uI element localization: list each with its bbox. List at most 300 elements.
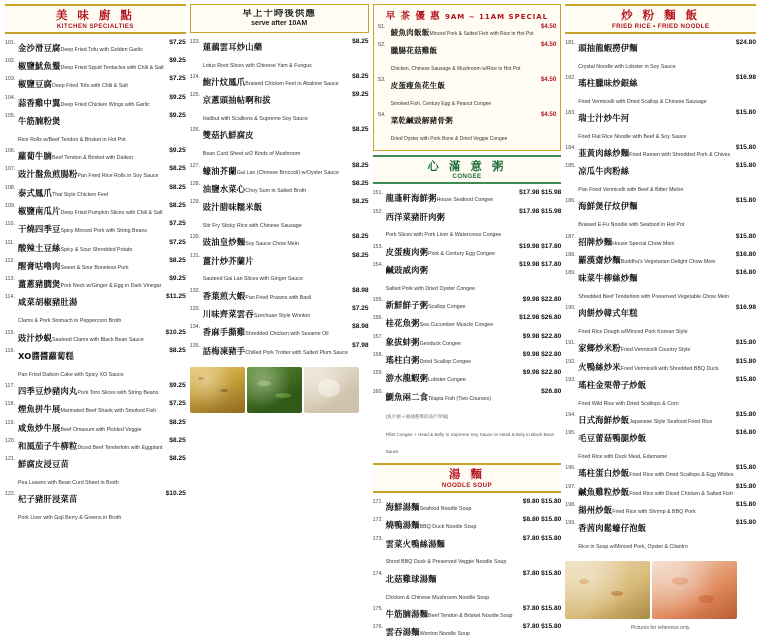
item-name-en: Pan Fried Rice Rolls in Soy Sauce [77, 173, 159, 180]
item-number: 103. [5, 76, 16, 83]
list-item [378, 23, 557, 40]
list-item [190, 162, 369, 179]
item-name-en: Spicy & Sour Shredded Potato [60, 246, 133, 253]
item-name-en: Fried Rice with Diced Chicken & Salted Fish [629, 490, 733, 497]
list-item [373, 516, 562, 533]
item-name-cn: 龍蓬軒海鮮粥 [385, 193, 437, 204]
item-number: 194. [565, 412, 576, 418]
section-title-cn: 心 滿 意 粥 [427, 159, 507, 173]
item-name-en: Pan Fried Daikon Cake with Spicy XO Sauce [18, 371, 124, 378]
list-item [190, 305, 369, 322]
item-price: $7.98 [352, 341, 369, 349]
item-price: $15.80 [735, 464, 756, 472]
item-name-cn: 揚州炒飯 [578, 504, 613, 515]
list-item [565, 483, 756, 500]
item-number: 130. [189, 234, 201, 241]
item-name-cn: 蓮藕雲耳炒山藥 [202, 41, 263, 52]
item-name-cn: 游水龍蝦粥 [385, 373, 429, 384]
item-number: 109. [5, 202, 16, 209]
item-name-en: Deep Fried Pumpkin Slices with Chili & Salt [60, 209, 163, 216]
list-item [565, 162, 756, 196]
item-price: $9.98 $22.80 [522, 351, 562, 359]
photo-strip-col2 [190, 367, 369, 413]
item-number: 154. [372, 262, 383, 269]
item-number: 111. [5, 239, 15, 246]
item-name-en: Diced Beef Tenderloin with Eggplant [77, 444, 163, 451]
list-item [373, 406, 562, 423]
list-item [190, 233, 369, 250]
list-item [373, 208, 562, 242]
item-name-en: Pork Toro Slices with String Beans [77, 389, 159, 396]
item-name-en: Pork & Century Egg Congee [428, 250, 495, 257]
promo-title-cn: 早 茶 優 惠 [385, 11, 441, 22]
item-name-cn: 肉餅炒韓式年糕 [578, 308, 638, 319]
list-item [378, 76, 557, 110]
list-item [190, 91, 369, 125]
item-price: $4.50 [540, 111, 557, 119]
item-price: $26.80 [541, 387, 562, 395]
item-price: $7.25 [169, 400, 186, 408]
item-name-en: Fried Rice with Duck Meat, Edamame [578, 454, 668, 461]
item-price: $7.80 $15.80 [522, 623, 562, 631]
fried-rice-noodle-list [565, 38, 756, 555]
item-name-cn: 牛筋腩湯麵 [385, 608, 429, 619]
section-header-kitchen-specialties [5, 4, 186, 34]
list-item [373, 623, 562, 640]
item-name-en: Shredded Chicken with Sesame Oil [245, 331, 329, 338]
item-number: 160. [372, 388, 383, 395]
item-name-en: Deep Fried Tofu with Golden Garlic [60, 46, 143, 53]
item-price: $8.25 [169, 436, 186, 444]
item-name-cn: 頭抽龍蝦撈伊麵 [578, 42, 638, 53]
item-name-en: Crystal Noodle with Lobster in Soy Sauce [578, 63, 676, 70]
item-name-en: Lobster Congee [428, 377, 466, 384]
item-name-cn: 瑤柱白粥 [385, 355, 420, 366]
photo-soup [304, 367, 359, 413]
list-item [5, 419, 186, 436]
item-name-en: Fried Flat Rice Noodle with Beef & Soy Sauce [578, 133, 687, 140]
item-name-en: Braised E-Fu Noodle with Seafood in Hot Pot [578, 222, 685, 229]
item-name-cn: 燒鴨湯麵 [385, 520, 420, 531]
promo-title [378, 8, 557, 22]
item-price: $11.25 [165, 293, 186, 301]
item-name-en: Minced Pork & Salted Fish with Rice in Hot Pot [429, 31, 534, 37]
item-number: 117. [5, 382, 15, 389]
list-item [190, 287, 369, 304]
after-10am-list [190, 37, 369, 360]
item-price: $8.25 [352, 126, 369, 134]
list-item [565, 109, 756, 143]
item-name-en: Fried Rice Dough w/Minced Pork Korean Style [578, 329, 688, 336]
list-item [373, 333, 562, 350]
item-price: $8.98 [352, 323, 369, 331]
item-price: $19.98 $17.80 [519, 242, 562, 250]
item-price: $4.50 [540, 76, 557, 84]
item-name-en: Dried Scallop Congee [419, 359, 472, 366]
item-number: 102. [5, 58, 16, 65]
item-name-en: Fried Ramen with Shredded Pork & Chives [629, 152, 731, 159]
item-name-en: Soy Sauce Chow Mein [245, 241, 299, 248]
item-name-cn: 韮黃肉絲炒麵 [578, 148, 630, 159]
list-item [373, 388, 562, 405]
item-number: 181. [565, 39, 576, 46]
item-price: $8.25 [169, 201, 186, 209]
item-name-en: Japanese Style Seafood Fried Rice [629, 419, 713, 425]
list-item [5, 39, 186, 56]
list-item [565, 74, 756, 108]
item-number: 106. [5, 148, 16, 155]
item-number: 182. [565, 74, 576, 81]
item-number: 135. [189, 342, 201, 349]
item-name-cn: 海鮮湯麵 [385, 502, 420, 513]
item-number: S2. [377, 42, 386, 49]
item-price: $15.80 [735, 197, 756, 205]
section-title-en: FRIED RICE • FRIED NOODLE [611, 22, 710, 30]
item-price: $8.80 $15.80 [522, 516, 562, 524]
item-price: $10.25 [165, 328, 186, 336]
item-name-cn: 羅漢齋炒麵 [578, 254, 621, 265]
list-item [190, 198, 369, 232]
item-price: $16.80 [735, 269, 756, 277]
item-price: $15.80 [735, 232, 756, 240]
list-item [378, 41, 557, 75]
item-price: $8.25 [169, 256, 186, 264]
item-price: $7.25 [169, 75, 186, 83]
item-number: 132. [189, 287, 201, 294]
item-name-en: Chicken & Chinese Mushroom Noodle Soup [385, 594, 490, 601]
section-title-en: CONGEE [452, 173, 482, 181]
item-name-cn: 皮蛋痩魚花生飯 [390, 81, 446, 91]
item-name-cn: 火鴨絲炒米 [578, 361, 621, 372]
kitchen-specialties-list [5, 38, 186, 526]
item-name-cn: 薑汁炒芥蘭片 [202, 255, 254, 266]
item-name-cn: 川味齊菜雲吞 [202, 308, 254, 319]
list-item [565, 339, 756, 356]
item-name-en: Fried Vermicelli Country Style [620, 347, 691, 354]
list-item [5, 239, 186, 256]
list-item [373, 296, 562, 313]
item-number: 134. [189, 324, 201, 331]
list-item [190, 126, 369, 160]
item-price: $15.80 [735, 375, 756, 383]
item-name-cn: 鯪魚肉飯飯 [390, 28, 430, 37]
item-name-en: Choy Sum in Salted Broth [245, 187, 307, 194]
item-name-en: Seafood Noodle Soup [419, 506, 472, 513]
item-number: 187. [565, 233, 576, 240]
item-number: 196. [565, 465, 576, 472]
item-name-cn: 蘿蔔牛腩 [18, 151, 52, 162]
photo-shrimp-dish [652, 561, 737, 619]
item-price: $15.80 [735, 519, 756, 527]
list-item [5, 400, 186, 417]
item-number: 126. [189, 127, 201, 134]
item-price: $7.25 [352, 304, 369, 312]
item-number: 113. [5, 276, 15, 283]
photo-greens [247, 367, 302, 413]
item-number: 183. [565, 109, 576, 116]
item-number: 195. [565, 430, 576, 437]
photo-strip-col4 [565, 561, 756, 619]
list-item [5, 275, 186, 292]
list-item [373, 314, 562, 331]
item-number: 185. [565, 163, 576, 170]
morning-special-list [378, 22, 557, 145]
item-number: 133. [189, 305, 201, 312]
serve-after-10am-banner [190, 4, 369, 33]
item-name-en: Pan Fried Prawns with Basil [245, 294, 312, 301]
item-name-en: Thai Style Chicken Feet [52, 191, 109, 198]
item-number [373, 424, 386, 426]
item-number: 127. [189, 162, 201, 169]
list-item [565, 269, 756, 303]
item-name-cn: 豉汁炒蜆 [18, 332, 52, 343]
item-name-cn: 毛豆蕾菇鴨腿炒飯 [578, 433, 647, 444]
item-price: $8.25 [352, 179, 369, 187]
item-name-cn: 味菜牛柳絲炒麵 [578, 273, 638, 284]
item-number: 192. [565, 358, 576, 365]
list-item [190, 38, 369, 72]
list-item [565, 464, 756, 481]
item-number: 128. [189, 180, 201, 187]
item-price: $4.50 [540, 23, 557, 30]
section-title-cn: 炒 粉 麵 飯 [621, 9, 701, 22]
item-number: 129. [189, 199, 201, 206]
item-name-en: Rice in Soup w/Minced Pork, Oyster & Cilantro [578, 544, 688, 551]
item-number: 101. [5, 39, 16, 46]
item-name-en: Spicy Minced Pork with String Beans [60, 228, 148, 235]
item-name-cn: 雲吞湯麵 [385, 627, 420, 638]
column-fried-rice-noodle [565, 4, 756, 632]
item-number: 156. [372, 315, 383, 322]
item-name-en: Deep Fried Squid Tentacles with Chili & Salt [60, 65, 164, 72]
item-number: 119. [5, 419, 15, 426]
item-name-en: Scallop Congee [428, 304, 466, 311]
list-item [5, 75, 186, 92]
item-price: $9.98 $22.80 [522, 369, 562, 377]
item-number: 153. [372, 243, 383, 250]
item-price: $8.25 [352, 251, 369, 259]
list-item [190, 73, 369, 90]
list-item [378, 111, 557, 145]
item-price: $8.25 [169, 165, 186, 173]
item-name-cn: 瑤柱臘味炒銀絲 [578, 77, 638, 88]
item-name-en: Salted Pork with Dried Oyster Congee [385, 285, 476, 292]
list-item [5, 202, 186, 219]
item-name-cn: 杞子豬肝浸菜苗 [18, 494, 78, 505]
item-name-cn: 鮑汁炆鳳爪 [202, 77, 246, 88]
item-number: 105. [5, 112, 16, 119]
section-title-en: NOODLE SOUP [441, 481, 492, 489]
item-number: 118. [5, 401, 15, 408]
item-number: 175. [372, 605, 383, 612]
item-name-en: Bean Curd Sheet w/2 Kinds of Mushroom [202, 151, 301, 158]
item-number: 193. [565, 376, 576, 383]
item-name-en: Fried Rice with Dried Scallops & Egg Whites [629, 472, 734, 479]
list-item [5, 455, 186, 489]
item-name-cn: 蠔油芥蘭 [202, 165, 237, 176]
item-name-cn: 凉瓜牛肉粉絲 [578, 166, 630, 177]
item-number: 108. [5, 184, 16, 191]
list-item [373, 261, 562, 295]
item-name-en: Fried Wild Rice with Dried Scallops & Corn [578, 400, 679, 407]
list-item [373, 189, 562, 206]
item-name-cn: 椒鹽南瓜片 [18, 205, 61, 216]
morning-special-box [373, 4, 562, 151]
item-number: 152. [372, 208, 383, 215]
item-name-en: Smoked Fish, Century Egg & Peanut Congee [390, 101, 492, 108]
item-price: $7.80 $15.80 [522, 604, 562, 612]
item-name-en: Sweet & Sour Boneless Pork [60, 264, 129, 271]
section-title-cn: 美 味 廚 點 [55, 9, 135, 22]
item-price: $15.80 [735, 500, 756, 508]
item-price: $9.25 [169, 93, 186, 101]
banner-title-cn: 早上十時後供應 [242, 9, 316, 19]
item-number: S4. [377, 112, 386, 119]
list-item [373, 351, 562, 368]
item-price: $7.80 $15.80 [522, 534, 562, 542]
item-price: $17.98 $15.98 [519, 189, 562, 197]
list-item [373, 605, 562, 622]
item-name-en: Deep Fried Chicken Wings with Garlic [60, 101, 150, 108]
item-name-en: House Special Chow Mein [612, 240, 675, 247]
item-name-cn: 招牌炒麵 [578, 236, 613, 247]
item-name-cn: 象拔蚌粥 [385, 336, 420, 347]
item-name-cn: 咸魚炒牛展 [18, 422, 61, 433]
item-price: $9.25 [169, 147, 186, 155]
item-number: 115. [5, 329, 15, 336]
item-name-en: Gai Lan (Chinese Broccoli) w/Oyster Sauce [236, 169, 339, 176]
photo-caption: Pictures for reference only. [630, 625, 691, 632]
section-header-fried-rice-noodle [565, 4, 756, 34]
item-price: $10.25 [165, 490, 186, 498]
item-number: 157. [372, 333, 383, 340]
item-price: $9.98 $22.80 [522, 332, 562, 340]
list-item [5, 112, 186, 146]
item-price: $15.80 [735, 357, 756, 365]
item-number: 123. [189, 38, 201, 45]
list-item [565, 501, 756, 518]
item-price: $24.80 [735, 38, 756, 46]
list-item [565, 233, 756, 250]
item-name-cn: 北菇雞球湯麵 [385, 573, 437, 584]
list-item [565, 251, 756, 268]
item-name-cn: 瑤柱金栗帶子炒飯 [578, 379, 647, 390]
item-price: $7.80 $15.80 [522, 569, 562, 577]
item-name-cn: 瑞士汁炒牛河 [578, 112, 630, 123]
item-price: $15.80 [735, 162, 756, 170]
item-name-en: Wonton Noodle Soup [419, 631, 470, 638]
item-number: 125. [189, 92, 201, 99]
list-item [5, 57, 186, 74]
item-number: 186. [565, 198, 576, 205]
item-name-en: Sea Cucumber Muscle Congee [419, 322, 494, 329]
list-item [5, 147, 186, 164]
item-price: $4.50 [540, 41, 557, 49]
item-price: $7.25 [169, 220, 186, 228]
item-price: $9.98 $22.80 [522, 296, 562, 304]
item-number: S1. [377, 24, 386, 30]
item-number: 116. [5, 347, 15, 354]
item-name-cn: 桂花魚粥 [385, 318, 420, 329]
item-number: 188. [565, 251, 576, 258]
item-name-en: BBQ Duck Noodle Soup [419, 524, 477, 531]
item-price: $9.25 [169, 57, 186, 65]
item-price: $15.80 [735, 144, 756, 152]
list-item [373, 498, 562, 515]
item-name-en: Pea Leaves with Bean Curd Sheet in Broth [18, 479, 119, 486]
item-number: 184. [565, 145, 576, 152]
list-item [373, 424, 562, 458]
congee-list [373, 188, 562, 459]
item-price: $9.25 [169, 381, 186, 389]
item-price: $16.98 [735, 304, 756, 312]
item-number: 114. [5, 294, 15, 301]
item-name-cn: 鹹豉威肉粥 [385, 265, 429, 276]
item-name-cn: 薑蔥豬膶煲 [18, 279, 61, 290]
list-item [565, 144, 756, 161]
item-name-en: House Seafood Congee [436, 197, 494, 204]
item-price: $8.25 [352, 73, 369, 81]
item-name-en: Dried Oyster with Pork Bone & Dried Veggie Congee [390, 136, 508, 143]
item-name-en: Fried Rice with Shrimp & BBQ Pork [612, 508, 696, 515]
item-name-cn: 鹹魚雞粒炒飯 [578, 486, 630, 497]
item-number: 151. [372, 190, 383, 197]
item-number: 124. [189, 74, 201, 81]
item-name-cn: 金沙滑豆腐 [18, 42, 61, 53]
list-item [5, 165, 186, 182]
item-price: $15.80 [735, 108, 756, 116]
item-price: $16.80 [735, 429, 756, 437]
list-item [190, 252, 369, 286]
list-item [5, 382, 186, 399]
item-name-cn: 油鹽水菜心 [202, 183, 246, 194]
item-name-en: Sauteed Clams with Black Bean Sauce [52, 336, 144, 343]
item-name-en: Tilapia Fish (Two Courses) [428, 395, 491, 402]
item-name-cn: 豉油皇炒麵 [202, 237, 246, 248]
column-after-10am [190, 4, 369, 566]
item-number: 112. [5, 257, 15, 264]
item-name-cn: 雲菜火鴨絲湯麵 [385, 538, 446, 549]
item-number: 197. [565, 483, 576, 490]
item-name-en: Shredded Beef Tenderloin with Preserved Vegetable Chow Mein [578, 293, 729, 300]
item-price: $8.25 [352, 161, 369, 169]
item-price: $15.80 [735, 411, 756, 418]
item-number: 158. [372, 352, 383, 359]
list-item [190, 342, 369, 359]
item-name-en: Szechuan Style Wonton [253, 312, 311, 319]
item-name-en: Clams & Pork Stomach in Peppercorn Broth [18, 318, 122, 325]
item-price: $8.25 [352, 37, 369, 45]
item-name-cn: 話梅凍豬手 [202, 345, 246, 356]
list-item [5, 220, 186, 237]
item-name-en: Beef Omasum with Pickled Veggie [60, 426, 142, 433]
item-name-cn: 香葉煎大蝦 [202, 290, 246, 301]
item-name-en: Stir Fry Sticky Rice with Chinese Sausage [202, 222, 302, 229]
item-number: 171. [372, 499, 383, 506]
item-name-cn: 四季豆炒豬肉丸 [18, 385, 78, 396]
item-name-en: Sauteed Gai Lan Slices with Ginger Sauce [202, 276, 303, 283]
item-name-en: Halibut with Scallions & Supreme Soy Sauce [202, 116, 308, 123]
item-note-en: Fillet Congee + Head & Belly in Supreme Soy Sauce or Head & Bely in Black Bean Sauce [385, 432, 555, 454]
list-item [565, 39, 756, 73]
item-name-en: Deep Fried Tofu with Chili & Salt [52, 83, 128, 90]
section-header-congee [373, 155, 562, 185]
item-name-cn: 醒膏咕嚕肉 [18, 260, 61, 271]
list-item [565, 376, 756, 410]
list-item [565, 304, 756, 338]
item-name-cn: 京蔥頭抽帖啊和拔 [202, 95, 271, 106]
item-number: 189. [565, 270, 576, 277]
